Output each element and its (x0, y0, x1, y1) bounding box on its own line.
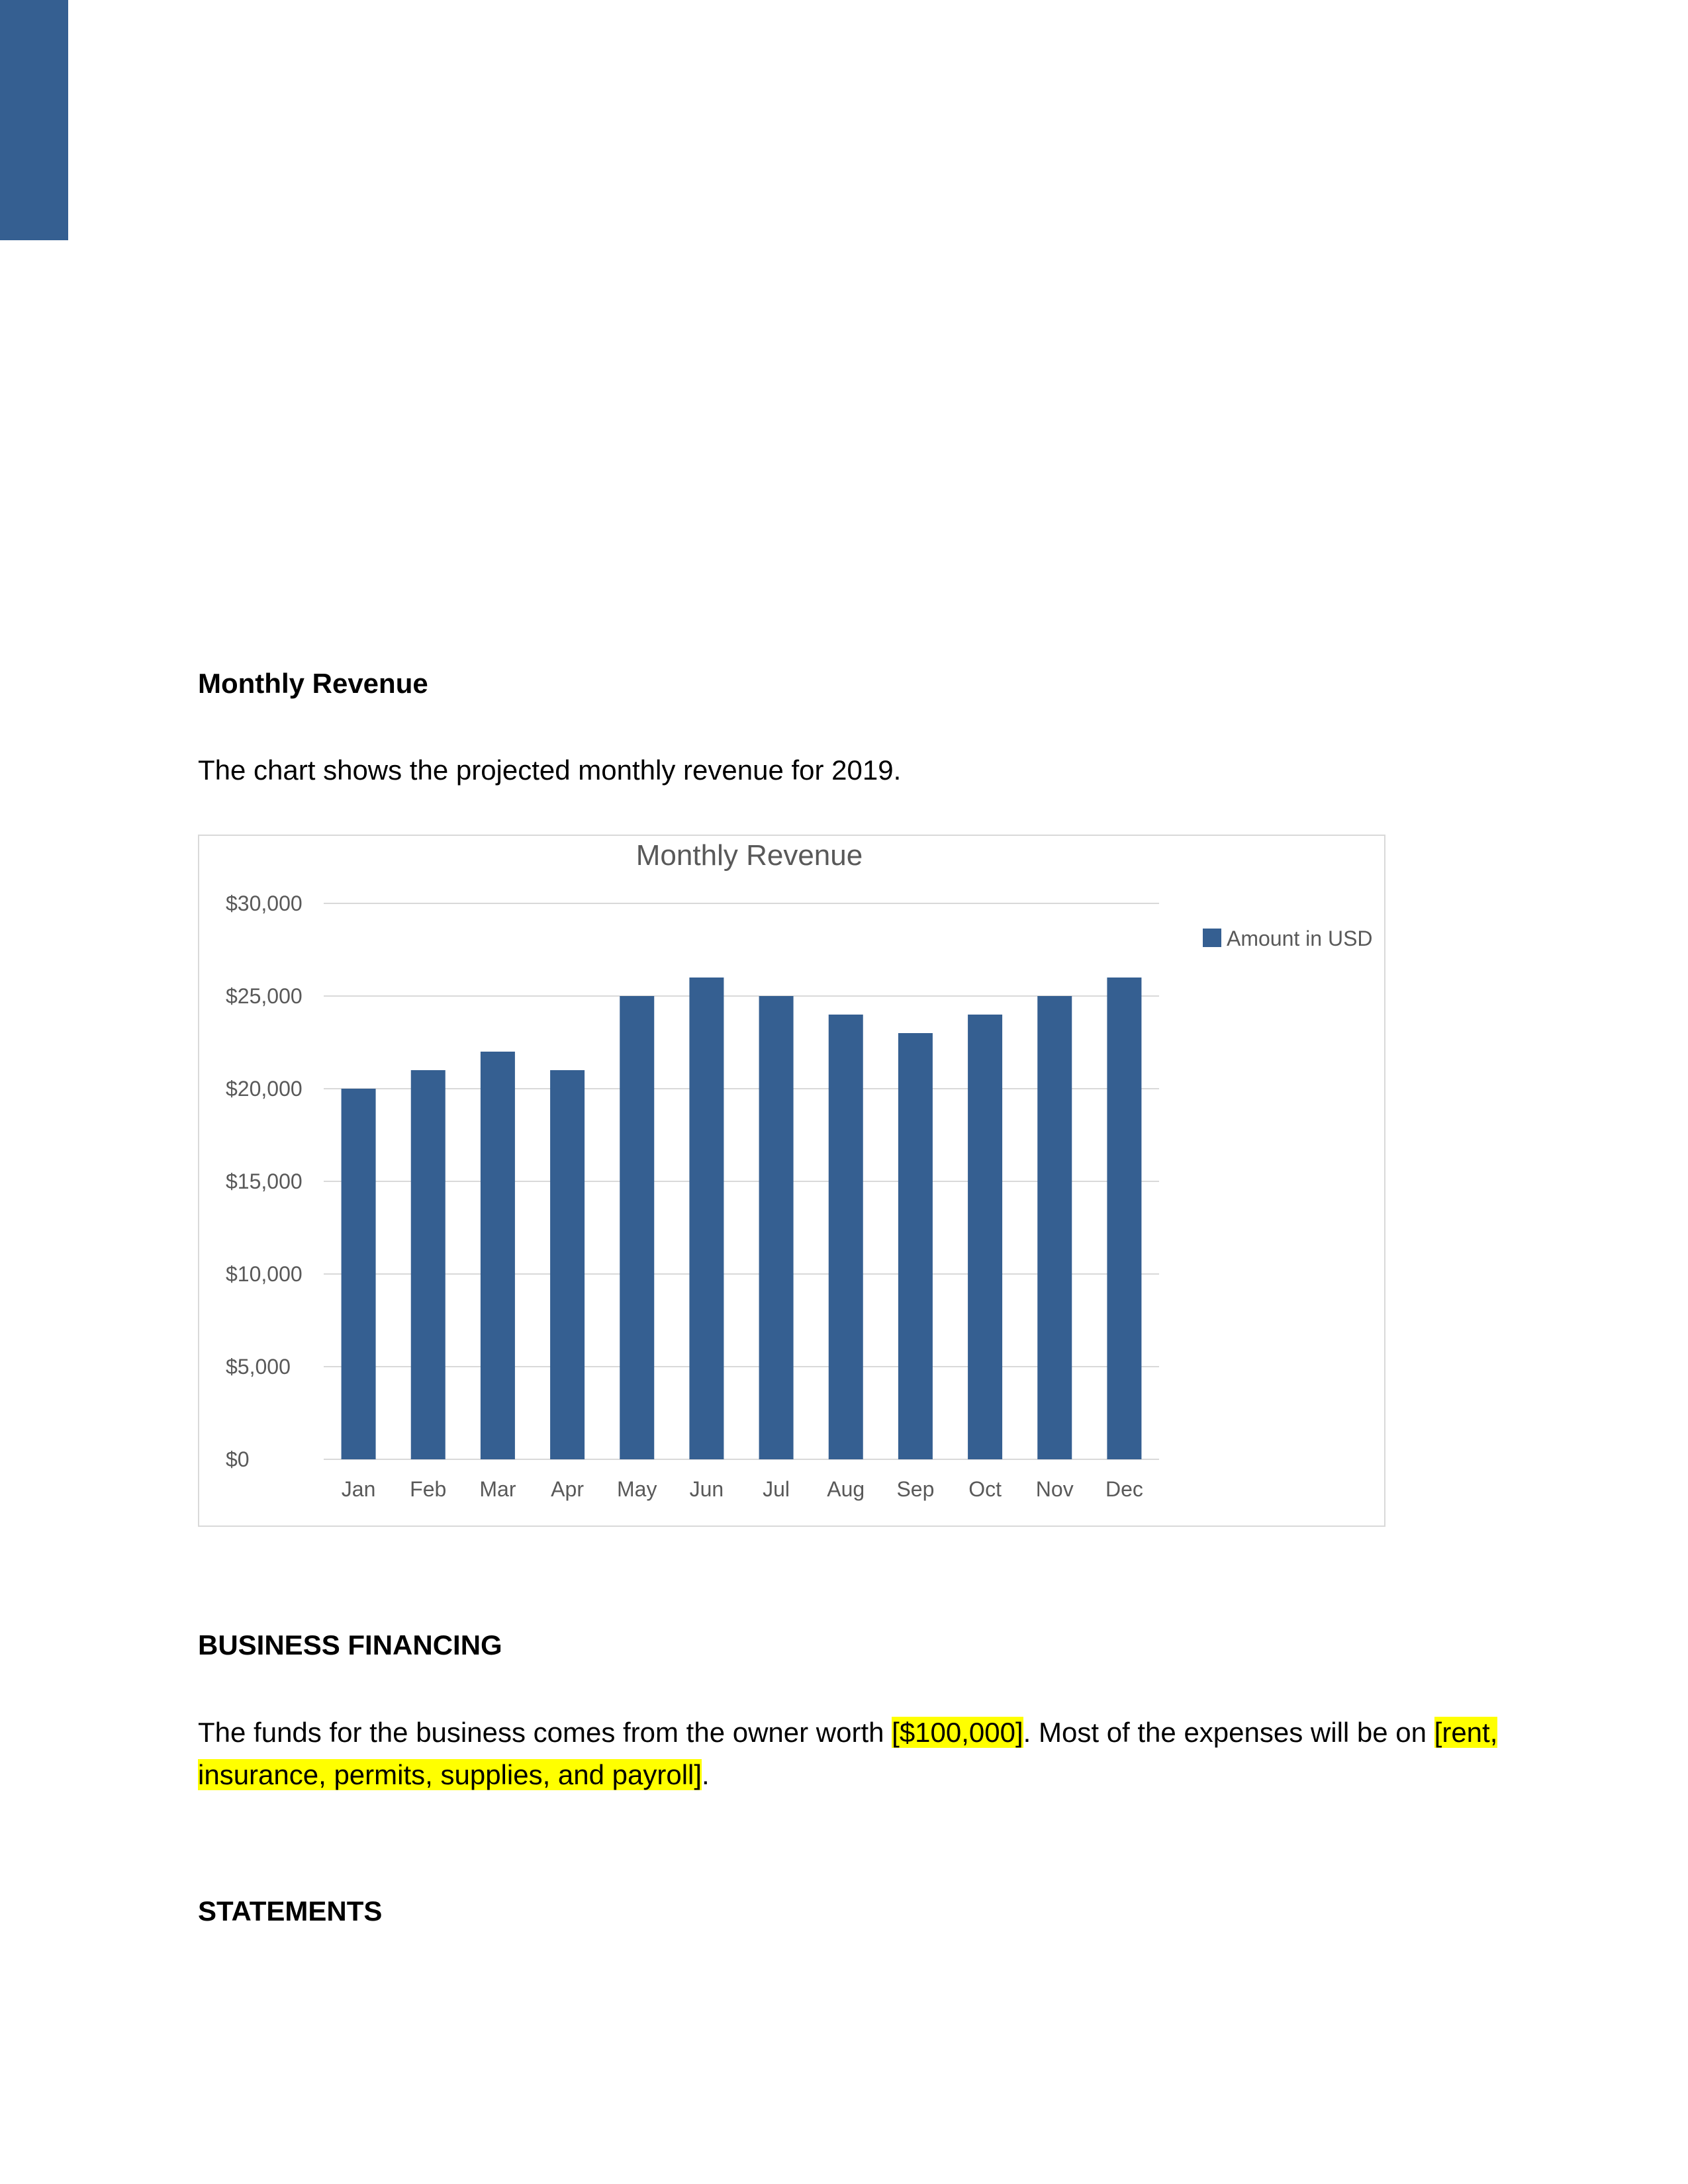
business-financing-heading: BUSINESS FINANCING (198, 1629, 502, 1661)
x-tick-label: Feb (410, 1477, 447, 1501)
x-tick-label: May (617, 1477, 657, 1501)
chart-canvas (199, 836, 1387, 1528)
bar-nov (1037, 996, 1072, 1459)
x-tick-label: Sep (896, 1477, 935, 1501)
financing-text-middle: . Most of the expenses will be on (1023, 1717, 1434, 1748)
bar-oct (968, 1015, 1002, 1459)
bar-sep (898, 1033, 933, 1459)
x-tick-label: Oct (968, 1477, 1002, 1501)
y-tick-label: $5,000 (226, 1355, 291, 1379)
bar-dec (1107, 978, 1141, 1459)
expenses-list-highlight-end: insurance, permits, supplies, and payroll] (198, 1759, 702, 1790)
y-tick-label: $10,000 (226, 1262, 303, 1286)
y-tick-label: $25,000 (226, 984, 303, 1008)
x-tick-label: Nov (1035, 1477, 1074, 1501)
bar-may (620, 996, 654, 1459)
financing-text-end: . (702, 1759, 710, 1790)
legend-label: Amount in USD (1227, 927, 1373, 950)
x-tick-label: Jul (763, 1477, 790, 1501)
bar-apr (550, 1070, 585, 1459)
monthly-revenue-heading: Monthly Revenue (198, 668, 428, 699)
expenses-list-highlight-start: [rent, (1434, 1717, 1498, 1748)
bar-aug (829, 1015, 863, 1459)
x-tick-label: Jan (341, 1477, 376, 1501)
y-tick-label: $15,000 (226, 1169, 303, 1193)
financing-paragraph-line-1 (198, 1711, 1497, 1754)
bar-jul (759, 996, 794, 1459)
x-tick-label: Jun (689, 1477, 724, 1501)
y-tick-label: $30,000 (226, 891, 303, 915)
financing-text-intro: The funds for the business comes from the owner worth (198, 1717, 892, 1748)
x-tick-label: Mar (479, 1477, 516, 1501)
funding-amount-highlight: [$100,000] (892, 1717, 1023, 1748)
monthly-revenue-chart (198, 835, 1385, 1527)
bar-jan (342, 1089, 376, 1459)
financing-paragraph-line-2 (198, 1754, 710, 1796)
bar-feb (411, 1070, 445, 1459)
bar-mar (481, 1052, 515, 1459)
legend-swatch (1203, 929, 1221, 947)
statements-heading: STATEMENTS (198, 1895, 383, 1927)
x-tick-label: Apr (551, 1477, 584, 1501)
bar-jun (689, 978, 724, 1459)
y-tick-label: $0 (226, 1447, 250, 1471)
x-tick-label: Dec (1105, 1477, 1143, 1501)
chart-title: Monthly Revenue (635, 839, 863, 872)
x-tick-label: Aug (827, 1477, 865, 1501)
chart-description: The chart shows the projected monthly revenue for 2019. (198, 754, 902, 786)
page-accent-bar (0, 0, 68, 240)
y-tick-label: $20,000 (226, 1077, 303, 1101)
